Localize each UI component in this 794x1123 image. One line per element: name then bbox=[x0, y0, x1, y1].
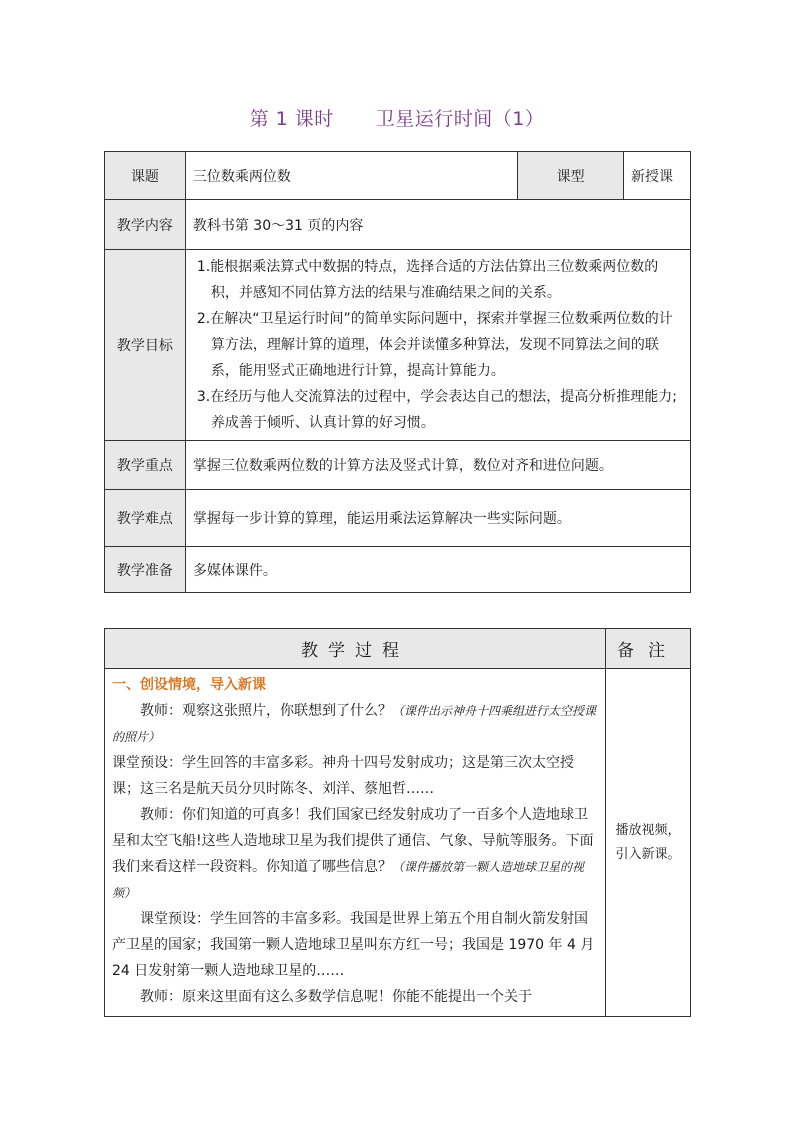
goal-item: 3.在经历与他人交流算法的过程中，学会表达自己的想法，提高分析推理能力;养成善于倾听、认真计算的好习惯。 bbox=[196, 389, 677, 431]
prep-label: 教学准备 bbox=[105, 547, 186, 593]
process-table bbox=[104, 628, 691, 1017]
paragraph bbox=[112, 698, 597, 750]
lesson-info-table bbox=[104, 151, 691, 593]
page-title bbox=[0, 104, 794, 131]
remark-header: 备注 bbox=[606, 629, 691, 669]
remark-text: 播放视频，引入新课。 bbox=[615, 822, 681, 862]
type-label: 课型 bbox=[518, 152, 624, 200]
goal-item: 2.在解决“卫星运行时间”的简单实际问题中，探索并掌握三位数乘两位数的计算方法，理解计算的道理，体会并读懂多种算法，发现不同算法之间的联系，能用竖式正确地进行计算，提高计算能力。 bbox=[196, 311, 673, 379]
goals-list bbox=[185, 250, 690, 441]
goal-item: 1.能根据乘法算式中数据的特点，选择合适的方法估算出三位数乘两位数的积，并感知不同估算方法的结果与准确结果之间的关系。 bbox=[196, 259, 659, 301]
paragraph-text: 教师：观察这张照片，你联想到了什么？ bbox=[140, 703, 392, 719]
lesson-title: 卫星运行时间（1） bbox=[375, 108, 545, 130]
section-heading: 一、创设情境，导入新课 bbox=[112, 677, 266, 693]
process-header: 教学过程 bbox=[105, 629, 606, 669]
paragraph bbox=[112, 802, 597, 906]
paragraph: 课堂预设：学生回答的丰富多彩。我国是世界上第五个用自制火箭发射国产卫星的国家；我国第一颗人造地球卫星叫东方红一号；我国是 1970 年 4 月 24 日发射第一颗人造地球卫星的…… bbox=[112, 911, 595, 979]
topic-value: 三位数乘两位数 bbox=[185, 152, 517, 200]
stage-direction: （课件出示神舟十四乘组进行太空授课的照片） bbox=[112, 704, 597, 744]
prep-value: 多媒体课件。 bbox=[185, 547, 690, 593]
paragraph-text: 教师：你们知道的可真多！我们国家已经发射成功了一百多个人造地球卫星和太空飞船!这些人造地球卫星为我们提供了通信、气象、导航等服务。下面我们来看这样一段资料。你知道了哪些信息？ bbox=[112, 807, 594, 875]
process-body bbox=[105, 669, 606, 1017]
type-value: 新授课 bbox=[624, 152, 691, 200]
key-value: 掌握三位数乘两位数的计算方法及竖式计算，数位对齐和进位问题。 bbox=[185, 441, 690, 490]
goals-label: 教学目标 bbox=[105, 250, 186, 441]
key-label: 教学重点 bbox=[105, 441, 186, 490]
remark-cell bbox=[606, 669, 691, 1017]
difficulty-value: 掌握每一步计算的算理，能运用乘法运算解决一些实际问题。 bbox=[185, 490, 690, 547]
paragraph: 教师：原来这里面有这么多数学信息呢！你能不能提出一个关于 bbox=[140, 989, 532, 1005]
lesson-number: 第 1 课时 bbox=[249, 108, 334, 130]
topic-label: 课题 bbox=[105, 152, 186, 200]
paragraph: 课堂预设：学生回答的丰富多彩。神舟十四号发射成功；这是第三次太空授课；这三名是航天员分贝时陈冬、刘洋、蔡旭哲…… bbox=[112, 755, 574, 797]
content-label: 教学内容 bbox=[105, 200, 186, 250]
difficulty-label: 教学难点 bbox=[105, 490, 186, 547]
stage-direction: （课件播放第一颗人造地球卫星的视频） bbox=[112, 860, 585, 900]
content-value: 教科书第 30～31 页的内容 bbox=[185, 200, 690, 250]
